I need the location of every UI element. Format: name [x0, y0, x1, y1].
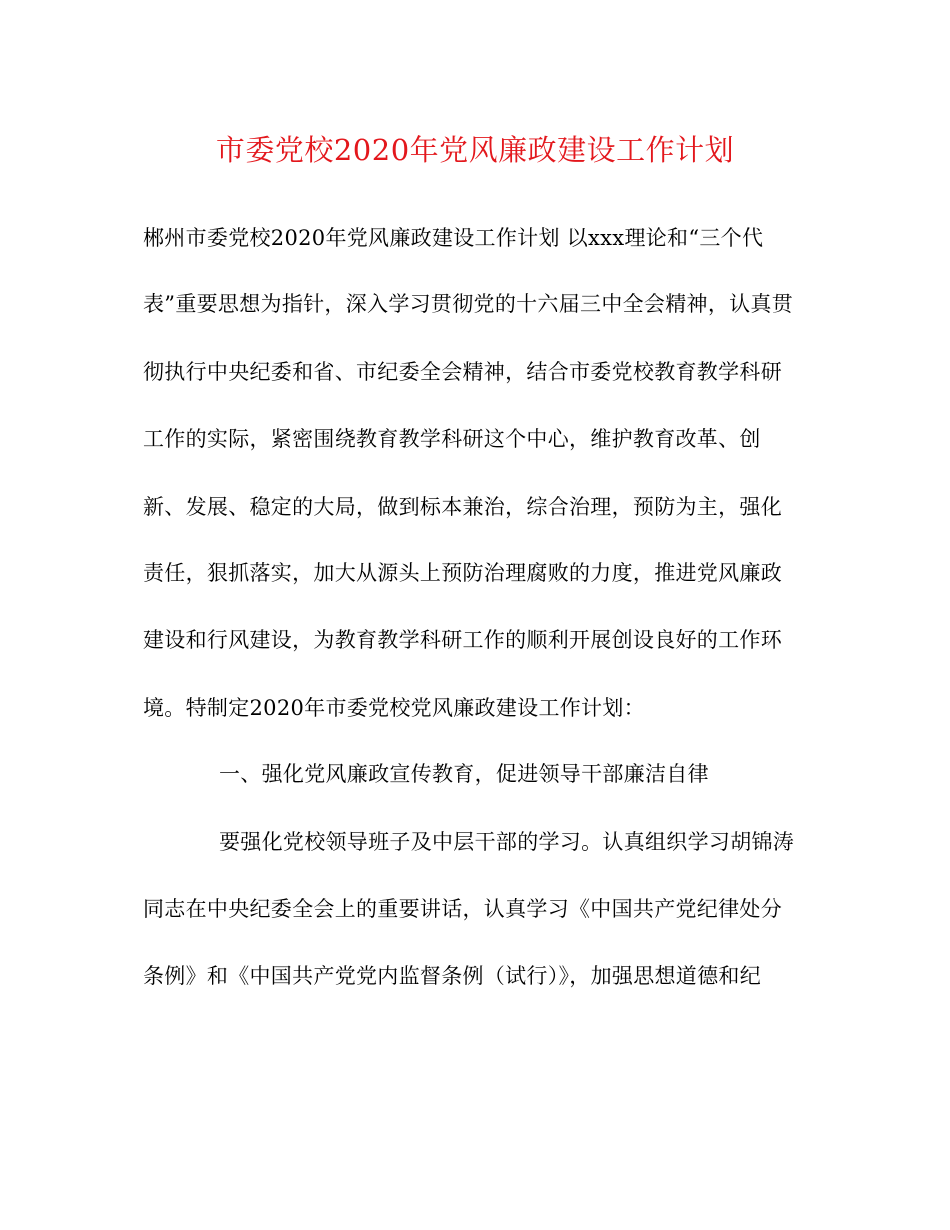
section-heading: 一、强化党风廉政宣传教育，促进领导干部廉洁自律 — [219, 762, 709, 786]
paragraph-line-2: 表”重要思想为指针，深入学习贯彻党的十六届三中全会精神，认真贯 — [143, 292, 794, 316]
paragraph-line-1: 郴州市委党校2020年党风廉政建设工作计划 以xxx理论和“三个代 — [143, 226, 764, 250]
paragraph-line-6: 责任，狠抓落实，加大从源头上预防治理腐败的力度，推进党风廉政 — [143, 561, 782, 585]
paragraph-line-8: 境。特制定2020年市委党校党风廉政建设工作计划： — [143, 696, 645, 720]
paragraph-line-4: 工作的实际，紧密围绕教育教学科研这个中心，维护教育改革、创 — [143, 427, 761, 451]
paragraph-line-12: 条例》和《中国共产党党内监督条例（试行）》，加强思想道德和纪 — [143, 964, 761, 988]
paragraph-line-11: 同志在中央纪委全会上的重要讲话，认真学习《中国共产党纪律处分 — [143, 897, 782, 921]
paragraph-line-3: 彻执行中央纪委和省、市纪委全会精神，结合市委党校教育教学科研 — [143, 360, 782, 384]
document-title: 市委党校2020年党风廉政建设工作计划 — [215, 133, 735, 167]
paragraph-line-7: 建设和行风建设，为教育教学科研工作的顺利开展创设良好的工作环 — [143, 628, 782, 652]
paragraph-line-5: 新、发展、稳定的大局，做到标本兼治，综合治理，预防为主，强化 — [143, 495, 782, 519]
paragraph-line-10: 要强化党校领导班子及中层干部的学习。认真组织学习胡锦涛 — [219, 830, 795, 854]
